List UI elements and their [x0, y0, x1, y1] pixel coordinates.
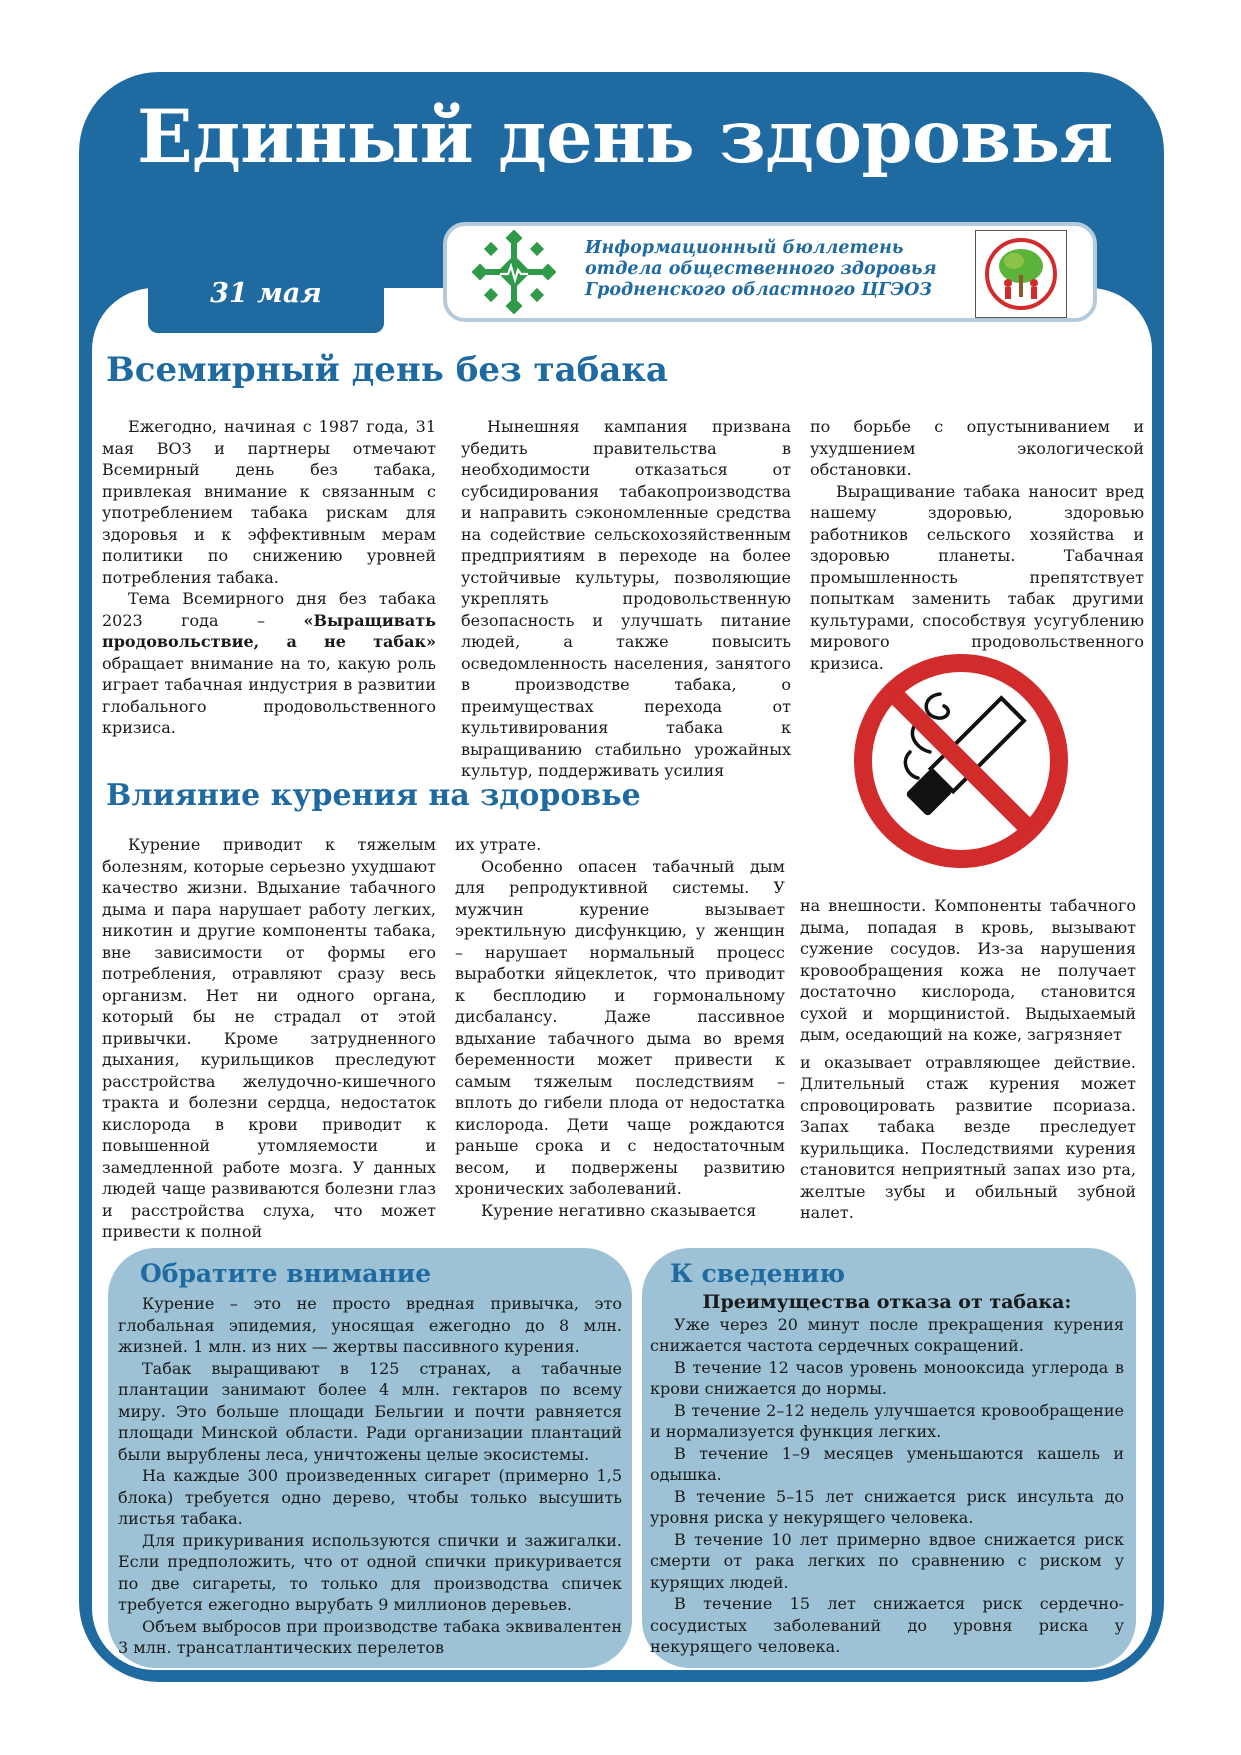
paragraph: по борьбе с опустыниванием и ухудшением экологической обстановки. — [810, 417, 1144, 479]
section2-column-3 — [800, 895, 1136, 1224]
info-title: К сведению — [670, 1259, 845, 1288]
paragraph: В течение 12 часов уровень монооксида углерода в крови снижается до нормы. — [650, 1357, 1124, 1398]
attention-text — [118, 1293, 622, 1659]
paragraph: Курение негативно сказывается — [481, 1200, 757, 1220]
section1-column-3 — [810, 416, 1144, 674]
info-subtitle: Преимущества отказа от табака: — [702, 1291, 1072, 1313]
paragraph: и оказывает отравляющее действие. Длительный стаж курения может спровоцировать развитие псориаза. Запах табака везде преследует курильщика. Последствиями курения становится неприятный запах изо рта, желтые зубы и обильный зубной налет. — [800, 1052, 1136, 1222]
paragraph: на внешности. Компоненты табачного дыма, попадая в кровь, вызывают сужение сосудов. Из-за нарушения кровообращения кожа не получает достаточно кислорода, становится сухой и морщинистой. Выдыхаемый дым, оседающий на коже, загрязняет — [800, 896, 1136, 1044]
health-ornament-logo-icon — [472, 230, 556, 314]
paragraph: Объем выбросов при производстве табака эквивалентен 3 млн. трансатлантических перелетов — [118, 1616, 622, 1657]
bulletin-info-box — [443, 222, 1097, 322]
info-text — [650, 1292, 1124, 1658]
no-smoking-sign-icon — [852, 652, 1070, 870]
paragraph: Табак выращивают в 125 странах, а табачные плантации занимают более 4 млн. гектаров по всему миру. Это больше площади Бельгии и почти равняется площади Минской области. Ради организации плантаций были вырублены леса, уничтожены целые экосистемы. — [118, 1358, 622, 1464]
paragraph: В течение 1–9 месяцев уменьшаются кашель и одышка. — [650, 1443, 1124, 1484]
paragraph: Для прикуривания используются спички и зажигалки. Если предположить, что от одной спички прикуривается по две сигареты, то только для производства спичек требуется ежегодно вырубать 9 миллионов деревьев. — [118, 1530, 622, 1614]
attention-title: Обратите внимание — [140, 1259, 432, 1288]
paragraph: В течение 10 лет примерно вдвое снижается риск смерти от рака легких по сравнению с риском у курящих людей. — [650, 1529, 1124, 1592]
page-title: Единый день здоровья — [137, 94, 1113, 180]
paragraph: их утрате. — [455, 835, 542, 854]
paragraph: Нынешняя кампания призвана убедить правительства в необходимости отказаться от субсидирования табакопроизводства и направить сэкономленные средства на содействие сельскохозяйственным предприятиям в переходе на более устойчивые культуры, позволяющие укреплять продовольственную безопасность и улучшать питание людей, а также повысить осведомленность населения, занятого в производстве табака, о преимуществах перехода от культивирования табака к выращиванию стабильно урожайных культур, поддерживать усилия — [461, 417, 791, 780]
info-line: Гродненского областного ЦГЭОЗ — [585, 280, 933, 300]
text-span: Тема Всемирного дня без табака 2023 года – — [102, 589, 436, 630]
paragraph: В течение 5–15 лет снижается риск инсульта до уровня риска у некурящего человека. — [650, 1486, 1124, 1527]
section-title-smoking-health-impact: Влияние курения на здоровье — [106, 778, 641, 813]
info-line: Информационный бюллетень — [585, 238, 904, 258]
section2-column-1 — [102, 834, 436, 1243]
text-span: обращает внимание на то, какую роль играет табачная индустрия в развитии глобального продовольственного кризиса. — [102, 653, 436, 737]
section1-column-2 — [461, 416, 791, 782]
section-title-world-no-tobacco-day: Всемирный день без табака — [106, 350, 668, 390]
section1-column-1 — [102, 416, 436, 739]
paragraph — [102, 588, 436, 739]
section2-column-2 — [455, 834, 785, 1221]
paragraph: На каждые 300 произведенных сигарет (примерно 1,5 блока) требуется одно дерево, чтобы только высушить листья табака. — [118, 1466, 622, 1528]
paragraph: В течение 2–12 недель улучшается кровообращение и нормализуется функция легких. — [650, 1400, 1124, 1441]
campaign-theme: «Выращивать продовольствие, а не табак» — [102, 610, 436, 651]
paragraph: Курение – это не просто вредная привычка, это глобальная эпидемия, уносящая ежегодно до 8 млн. жизней. 1 млн. из них — жертвы пассивного курения. — [118, 1294, 622, 1356]
paragraph: В течение 15 лет снижается риск сердечно-сосудистых заболеваний до уровня риска у некурящего человека. — [650, 1594, 1124, 1656]
paragraph: Курение приводит к тяжелым болезням, которые серьезно ухудшают качество жизни. Вдыхание табачного дыма и пара нарушает работу легких, никотин и другие компоненты табака, вне зависимости от формы его потребления, отравляют сразу весь организм. Нет ни одного органа, который бы не страдал от этой привычки. Кроме затрудненного дыхания, курильщиков преследуют расстройства желудочно-кишечного тракта и болезни сердца, недостаток кислорода в крови приводит к повышенной утомляемости и замедленной работе мозга. У данных людей чаще развиваются болезни глаз и расстройства слуха, что может привести к полной — [102, 835, 436, 1241]
paragraph: Особенно опасен табачный дым для репродуктивной системы. У мужчин курение вызывает эректильную дисфункцию, у женщин – нарушает нормальный процесс выработки яйцеклеток, что приводит к бесплодию и гормональному дисбалансу. Даже пассивное вдыхание табачного дыма во время беременности может привести к самым тяжелым последствиям – вплоть до гибели плода от недостатка кислорода. Дети чаще рождаются раньше срока и с недостаточным весом, и подвержены развитию хронических заболеваний. — [455, 856, 785, 1198]
paragraph: Уже через 20 минут после прекращения курения снижается частота сердечных сокращений. — [650, 1314, 1124, 1355]
family-tree-logo-icon — [975, 230, 1067, 318]
info-line: отдела общественного здоровья — [585, 259, 937, 279]
bulletin-info-text — [585, 238, 975, 301]
paragraph: Ежегодно, начиная с 1987 года, 31 мая ВОЗ и партнеры отмечают Всемирный день без табака, привлекая внимание к связанным с употреблением табака рискам для здоровья и к эффективным мерам политики по снижению уровней потребления табака. — [102, 417, 436, 587]
date-badge: 31 мая — [148, 253, 384, 333]
paragraph: Выращивание табака наносит вред нашему здоровью, здоровью работников сельского хозяйства и здоровью планеты. Табачная промышленность препятствует попыткам заменить табак другими культурами, способствуя усугублению мирового продовольственного кризиса. — [810, 481, 1144, 673]
